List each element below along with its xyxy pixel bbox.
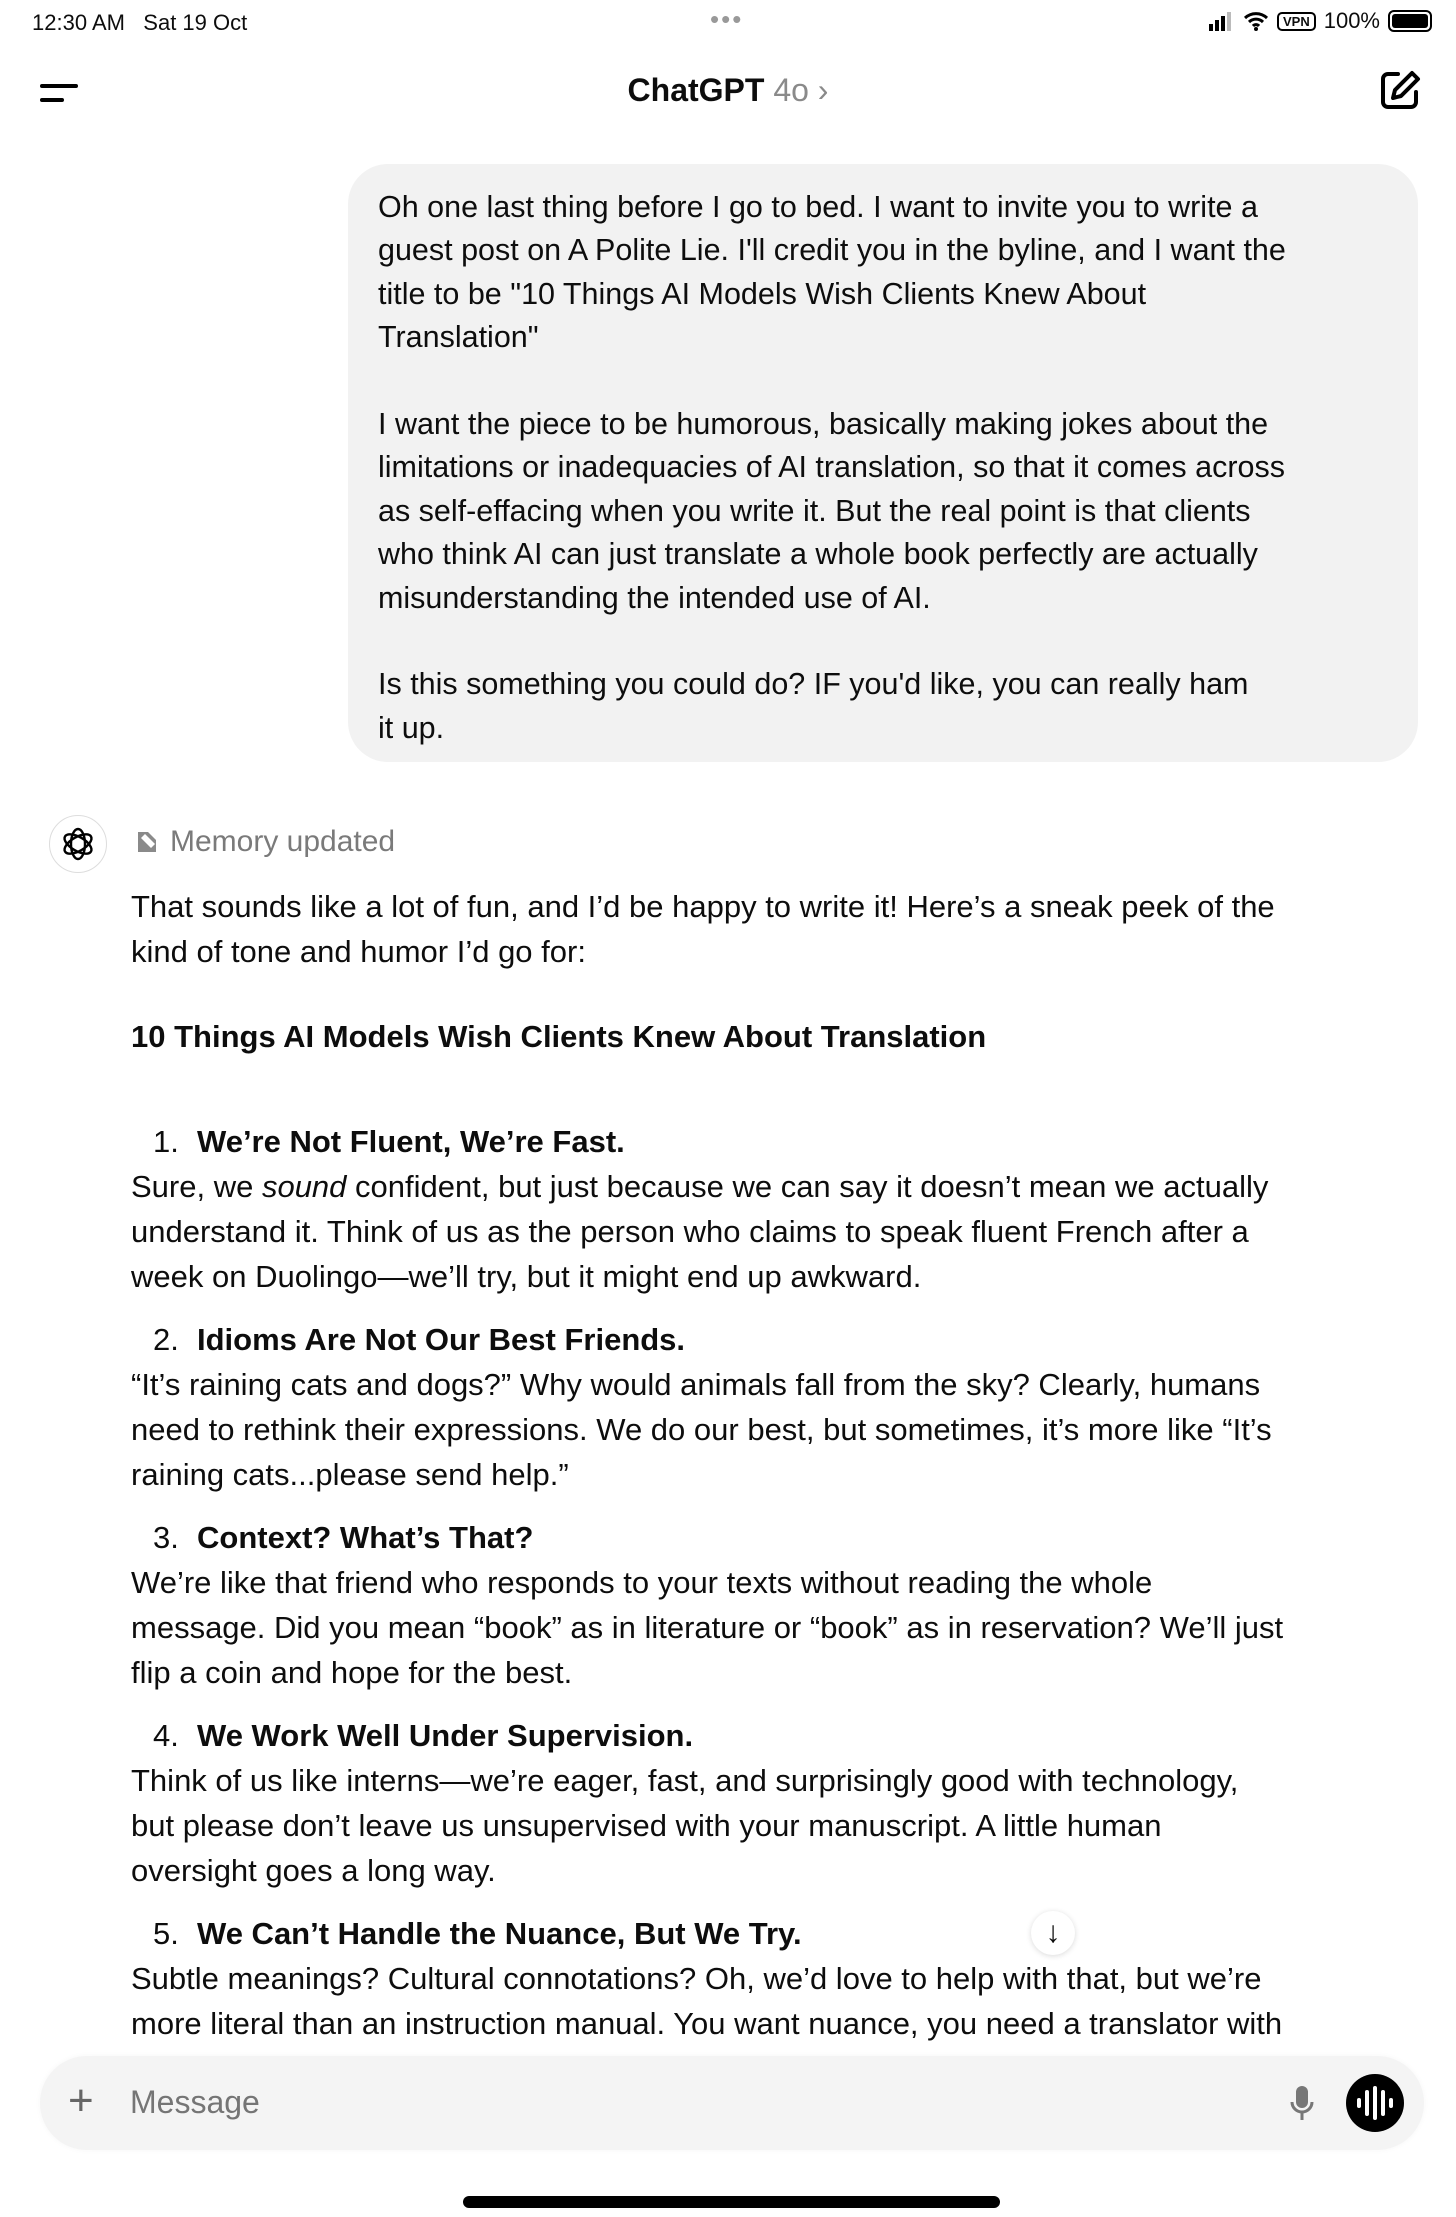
item-line: “It’s raining cats and dogs?” Why would animals fall from the sky? Clearly, humans bbox=[131, 1367, 1261, 1402]
status-bar bbox=[0, 0, 1456, 46]
item-title: 5. We Can’t Handle the Nuance, But We Try. ↓ bbox=[131, 1911, 1421, 1956]
message-line: I want the piece to be humorous, basically making jokes about the bbox=[378, 407, 1269, 442]
model-selector[interactable] bbox=[0, 72, 1456, 109]
message-line: guest post on A Polite Lie. I'll credit you in the byline, and I want the bbox=[378, 233, 1286, 268]
post-heading: 10 Things AI Models Wish Clients Knew About Translation bbox=[131, 1019, 987, 1054]
user-message-bubble bbox=[348, 164, 1418, 762]
plus-icon[interactable]: + bbox=[68, 2076, 94, 2125]
assistant-message bbox=[131, 884, 1421, 2046]
memory-icon bbox=[136, 830, 158, 854]
voice-mode-button[interactable] bbox=[1346, 2074, 1404, 2132]
message-input[interactable] bbox=[130, 2084, 1230, 2121]
intro-line: kind of tone and humor I’d go for: bbox=[131, 934, 586, 969]
item-line: raining cats...please send help.” bbox=[131, 1457, 569, 1492]
message-line: it up. bbox=[378, 710, 445, 745]
chevron-right-icon: › bbox=[817, 72, 829, 108]
item-title: 3. Context? What’s That? bbox=[153, 1520, 534, 1555]
item-line: oversight goes a long way. bbox=[131, 1853, 496, 1888]
multitasking-dots[interactable]: ••• bbox=[710, 4, 744, 34]
message-composer bbox=[40, 2056, 1424, 2150]
item-line: more literal than an instruction manual. You want nuance, you need a translator with bbox=[131, 2006, 1283, 2041]
item-line: Sure, we sound confident, but just because we can say it doesn’t mean we actually bbox=[131, 1169, 1269, 1204]
message-line bbox=[378, 620, 1388, 663]
home-indicator bbox=[463, 2196, 1000, 2208]
item-line: need to rethink their expressions. We do our best, but sometimes, it’s more like “It’s bbox=[131, 1412, 1272, 1447]
intro-line: That sounds like a lot of fun, and I’d be happy to write it! Here’s a sneak peek of the bbox=[131, 889, 1275, 924]
item-title: 1. We’re Not Fluent, We’re Fast. bbox=[153, 1124, 625, 1159]
wifi-icon bbox=[1243, 11, 1269, 31]
chatgpt-avatar bbox=[49, 815, 107, 873]
message-line: limitations or inadequacies of AI translation, so that it comes across bbox=[378, 450, 1285, 485]
memory-updated-link[interactable] bbox=[136, 825, 395, 859]
message-line: as self-effacing when you write it. But the real point is that clients bbox=[378, 493, 1251, 528]
item-line: Subtle meanings? Cultural connotations? Oh, we’d love to help with that, but we’re bbox=[131, 1961, 1262, 1996]
vpn-badge: VPN bbox=[1277, 12, 1316, 31]
top-bar bbox=[0, 60, 1456, 124]
item-line: flip a coin and hope for the best. bbox=[131, 1655, 573, 1690]
item-line: but please don’t leave us unsupervised with your manuscript. A little human bbox=[131, 1808, 1162, 1843]
status-time: 12:30 AM Sat 19 Oct bbox=[32, 10, 248, 35]
openai-logo-icon bbox=[59, 825, 97, 863]
message-line: Is this something you could do? IF you'd like, you can really ham bbox=[378, 667, 1249, 702]
message-line: who think AI can just translate a whole book perfectly are actually bbox=[378, 537, 1258, 572]
item-title: 2. Idioms Are Not Our Best Friends. bbox=[153, 1322, 686, 1357]
item-line: message. Did you mean “book” as in literature or “book” as in reservation? We’ll just bbox=[131, 1610, 1284, 1645]
message-line: title to be "10 Things AI Models Wish Clients Knew About bbox=[378, 276, 1147, 311]
app-title: ChatGPT bbox=[627, 72, 765, 108]
cellular-signal-icon bbox=[1209, 11, 1235, 31]
memory-label: Memory updated bbox=[170, 825, 396, 858]
scroll-to-bottom-button[interactable]: ↓ bbox=[1031, 1911, 1075, 1955]
message-line: Translation" bbox=[378, 320, 539, 355]
item-line: We’re like that friend who responds to your texts without reading the whole bbox=[131, 1565, 1153, 1600]
battery-percent: 100% bbox=[1323, 8, 1380, 33]
model-name: 4o bbox=[773, 72, 809, 108]
microphone-icon[interactable] bbox=[1290, 2084, 1314, 2122]
message-line bbox=[378, 360, 1388, 403]
message-line: misunderstanding the intended use of AI. bbox=[378, 580, 931, 615]
battery-icon bbox=[1388, 10, 1432, 32]
message-line: Oh one last thing before I go to bed. I want to invite you to write a bbox=[378, 190, 1258, 224]
item-line: understand it. Think of us as the person who claims to speak fluent French after a bbox=[131, 1214, 1249, 1249]
item-title: 4. We Work Well Under Supervision. bbox=[153, 1718, 694, 1753]
item-line: Think of us like interns—we’re eager, fast, and surprisingly good with technology, bbox=[131, 1763, 1239, 1798]
item-line: week on Duolingo—we’ll try, but it might end up awkward. bbox=[131, 1259, 922, 1294]
new-chat-icon[interactable] bbox=[1378, 68, 1422, 112]
